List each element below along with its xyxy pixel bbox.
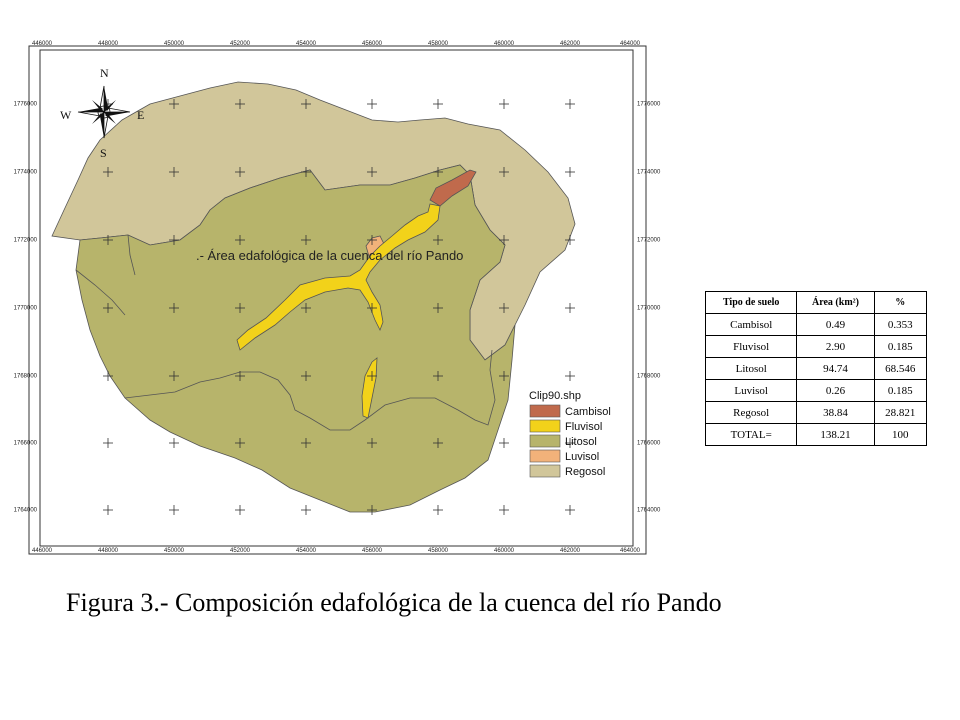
table-cell: 28.821 [874,402,926,424]
legend-swatch [530,405,560,417]
grid-cross [103,505,113,515]
x-tick-label: 450000 [163,41,185,47]
y-tick-label: 1776000 [637,101,661,108]
y-tick-label: 1774000 [13,169,37,176]
table-row [706,380,927,402]
table-cell: Luvisol [706,380,797,402]
table-cell: 68.546 [874,358,926,380]
x-tick-label: 460000 [493,41,515,47]
table-cell: 0.185 [874,380,926,402]
table-cell: 0.353 [874,314,926,336]
x-tick-label: 458000 [427,41,449,47]
legend-swatch [530,420,560,432]
x-tick-label: 464000 [619,41,641,47]
grid-cross [499,99,509,109]
x-tick-label: 454000 [295,548,317,554]
y-tick-label: 1774000 [637,169,661,176]
grid-cross [235,505,245,515]
map-overlay-title: .- Área edafológica de la cuenca del río Pando [196,248,464,263]
grid-cross [565,371,575,381]
table-cell: 38.84 [797,402,874,424]
grid-cross [301,505,311,515]
legend-swatch [530,450,560,462]
header-area: Área (km²) [797,292,874,314]
x-tick-label: 446000 [31,548,53,554]
grid-cross [433,505,443,515]
y-tick-label: 1776000 [13,101,37,108]
legend-label: Litosol [565,436,597,448]
grid-cross [499,505,509,515]
table-cell: 94.74 [797,358,874,380]
figure-caption: Figura 3.- Composición edafológica de la cuenca del río Pando [66,588,722,617]
table-cell: 100 [874,424,926,446]
y-tick-label: 1764000 [637,507,661,514]
map-legend [529,390,611,478]
grid-cross [169,438,179,448]
y-tick-label: 1770000 [13,305,37,312]
compass-letter-s: S [100,146,107,160]
legend-label: Cambisol [565,406,611,418]
x-tick-label: 448000 [97,548,119,554]
table-row [706,336,927,358]
table-cell: TOTAL= [706,424,797,446]
table-cell: Cambisol [706,314,797,336]
compass-letter-e: E [137,108,145,122]
table-row [706,402,927,424]
x-tick-label: 452000 [229,41,251,47]
legend-label: Fluvisol [565,421,603,433]
table-row [706,314,927,336]
table-cell: Litosol [706,358,797,380]
y-tick-label: 1772000 [637,237,661,244]
header-soil-type: Tipo de suelo [706,292,797,314]
legend-label: Luvisol [565,451,600,463]
x-tick-label: 456000 [361,548,383,554]
grid-cross [565,303,575,313]
x-tick-label: 450000 [163,548,185,554]
table-cell: 2.90 [797,336,874,358]
table-cell: 0.185 [874,336,926,358]
y-tick-label: 1768000 [637,373,661,380]
header-percent: % [874,292,926,314]
soil-polygons [52,82,575,512]
y-tick-label: 1768000 [13,373,37,380]
legend-label: Regosol [565,466,606,478]
table-cell: 0.26 [797,380,874,402]
x-tick-label: 464000 [619,548,641,554]
y-tick-label: 1766000 [637,440,661,447]
x-tick-label: 456000 [361,41,383,47]
x-tick-label: 446000 [31,41,53,47]
table-cell: Fluvisol [706,336,797,358]
compass-letter-w: W [60,108,72,122]
table-cell: Regosol [706,402,797,424]
soil-area-table [705,291,927,446]
grid-cross [103,438,113,448]
compass-letter-n: N [100,66,109,80]
table-cell: 0.49 [797,314,874,336]
legend-title: Clip90.shp [529,390,581,402]
legend-swatch [530,465,560,477]
x-tick-label: 448000 [97,41,119,47]
table-cell: 138.21 [797,424,874,446]
grid-cross [367,99,377,109]
y-tick-label: 1770000 [637,305,661,312]
legend-swatch [530,435,560,447]
grid-cross [499,438,509,448]
table-row [706,358,927,380]
table-total-row [706,424,927,446]
y-tick-label: 1772000 [13,237,37,244]
x-ticks-bottom [32,548,641,554]
table-header-row [706,292,927,314]
grid-cross [169,505,179,515]
y-tick-label: 1766000 [13,440,37,447]
grid-cross [433,99,443,109]
y-ticks-right [637,102,661,514]
grid-cross [565,167,575,177]
grid-cross [565,505,575,515]
x-tick-label: 454000 [295,41,317,47]
x-tick-label: 462000 [559,41,581,47]
x-tick-label: 462000 [559,548,581,554]
grid-cross [565,99,575,109]
y-tick-label: 1764000 [13,507,37,514]
x-tick-label: 452000 [229,548,251,554]
x-tick-label: 460000 [493,548,515,554]
x-tick-label: 458000 [427,548,449,554]
y-ticks-left [14,102,38,514]
